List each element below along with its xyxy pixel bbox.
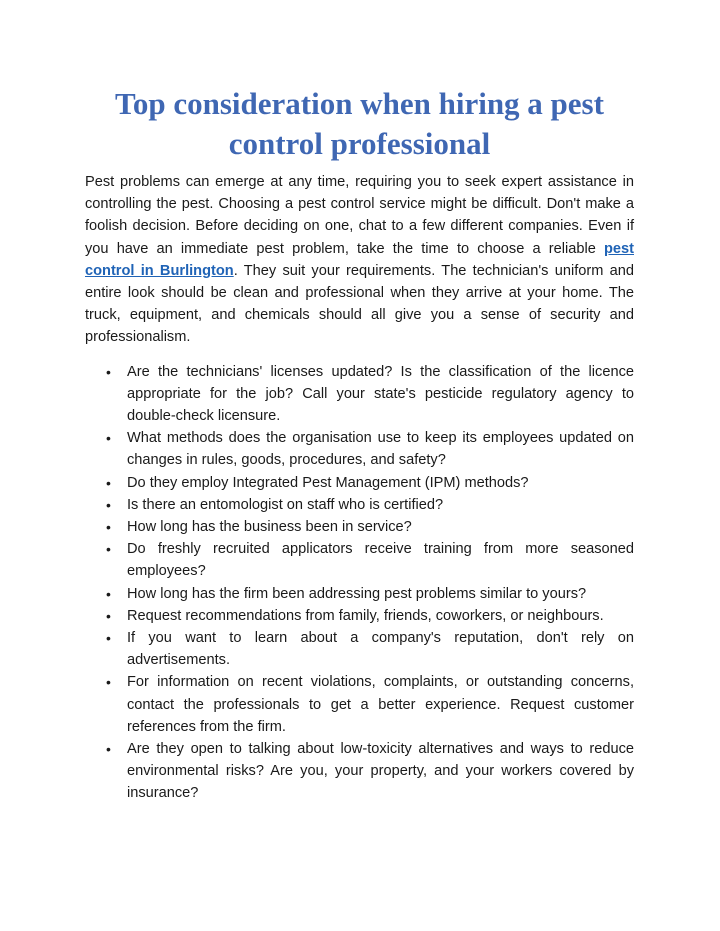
list-item bbox=[85, 472, 634, 494]
intro-text-after-link: . They suit your requirements. The technician's uniform and entire look should be clean and professional when they arrive at your home. The truck, equipment, and chemicals should all give you a sense of security and professionalism. bbox=[85, 262, 635, 346]
list-item-text: For information on recent violations, complaints, or outstanding concerns, contact the professionals to get a better experience. Request customer references from the firm. bbox=[127, 674, 634, 735]
list-item bbox=[85, 627, 634, 671]
list-item-text: Do freshly recruited applicators receive training from more seasoned employees? bbox=[127, 541, 634, 580]
bullet-icon: • bbox=[106, 474, 111, 491]
questions-list bbox=[85, 361, 634, 805]
bullet-icon: • bbox=[106, 519, 111, 536]
list-item bbox=[85, 738, 634, 805]
bullet-icon: • bbox=[106, 496, 111, 513]
list-item bbox=[85, 494, 634, 516]
document-page bbox=[85, 84, 634, 805]
list-item-text: If you want to learn about a company's reputation, don't rely on advertisements. bbox=[127, 630, 634, 669]
list-item bbox=[85, 516, 634, 538]
list-item bbox=[85, 605, 634, 627]
pest-control-burlington-link[interactable]: pest control in Burlington bbox=[85, 240, 634, 279]
list-item-text: Do they employ Integrated Pest Management (IPM) methods? bbox=[127, 474, 529, 491]
list-item-text: How long has the business been in service? bbox=[127, 519, 412, 536]
intro-text-before-link: Pest problems can emerge at any time, requiring you to seek expert assistance in controlling the pest. Choosing a pest control service might be difficult. Don't make a foolish decision. Before deciding on one, chat to a few different companies. Even if you have an immediate pest problem, take the time to choose a reliable bbox=[85, 174, 634, 257]
list-item bbox=[85, 427, 634, 471]
list-item-text: What methods does the organisation use to keep its employees updated on changes in rules, goods, procedures, and safety? bbox=[127, 430, 634, 469]
list-item bbox=[85, 671, 634, 738]
intro-paragraph bbox=[85, 171, 634, 349]
bullet-icon: • bbox=[106, 630, 111, 647]
list-item-text: Are they open to talking about low-toxicity alternatives and ways to reduce environmental risks? Are you, your property, and your workers covered by insurance? bbox=[127, 741, 634, 802]
bullet-icon: • bbox=[106, 585, 111, 602]
list-item-text: Request recommendations from family, friends, coworkers, or neighbours. bbox=[127, 607, 604, 624]
bullet-icon: • bbox=[106, 541, 111, 558]
document-title: Top consideration when hiring a pest control professional bbox=[115, 86, 604, 161]
bullet-icon: • bbox=[106, 607, 111, 624]
bullet-icon: • bbox=[106, 741, 111, 758]
bullet-icon: • bbox=[106, 674, 111, 691]
list-item-text: How long has the firm been addressing pest problems similar to yours? bbox=[127, 585, 587, 602]
bullet-icon: • bbox=[106, 430, 111, 447]
list-item-text: Are the technicians' licenses updated? Is the classification of the licence appropriate for the job? Call your state's pesticide regulatory agency to double-check licensure. bbox=[127, 363, 634, 425]
list-item bbox=[85, 538, 634, 582]
list-item bbox=[85, 583, 634, 605]
list-item bbox=[85, 361, 634, 428]
bullet-icon: • bbox=[106, 363, 111, 380]
list-item-text: Is there an entomologist on staff who is certified? bbox=[127, 496, 444, 513]
